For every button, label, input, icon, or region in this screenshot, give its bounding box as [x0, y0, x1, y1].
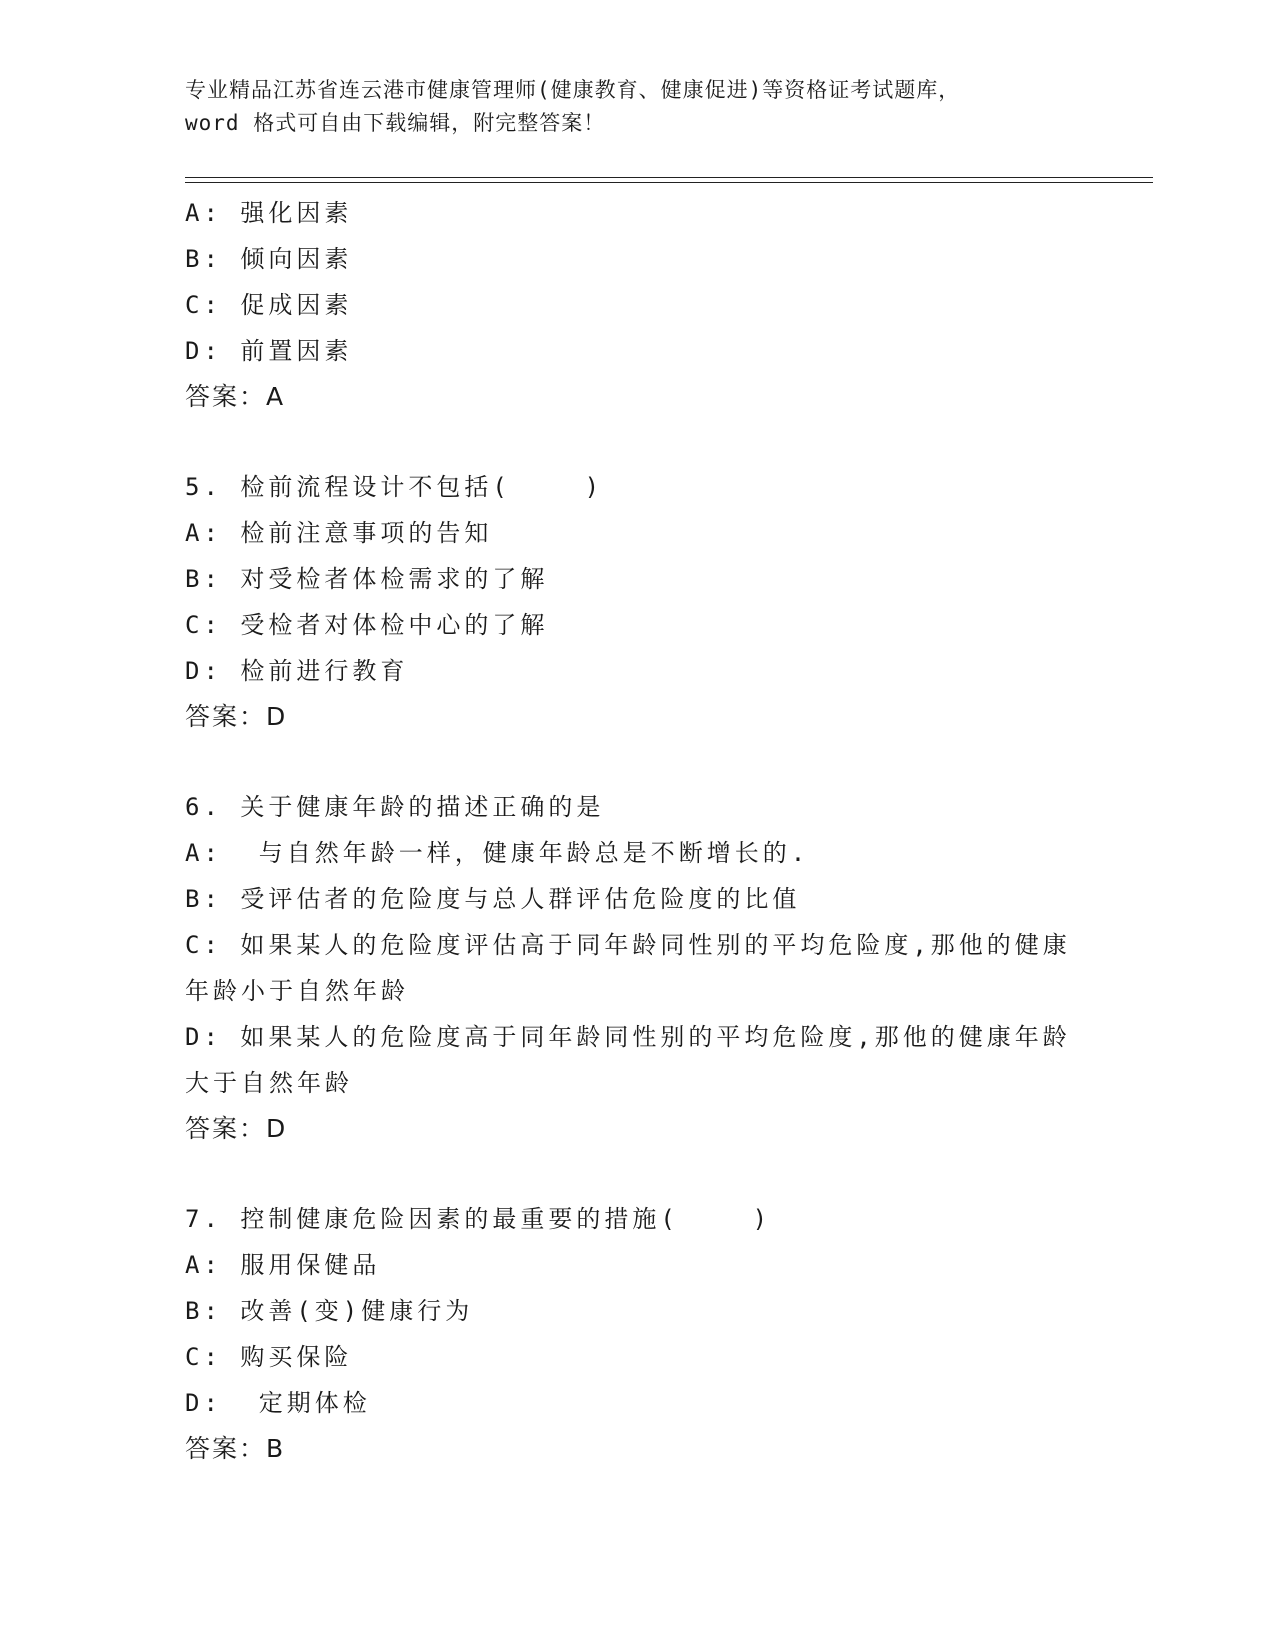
- header-line-2: word 格式可自由下载编辑，附完整答案！: [185, 111, 606, 135]
- header-divider-bottom: [185, 182, 1153, 183]
- option-a: A: 强化因素: [185, 199, 353, 227]
- option-b: B: 倾向因素: [185, 245, 353, 273]
- answer-label: 答案：A: [185, 382, 286, 411]
- option-c: C: 受检者对体检中心的了解: [185, 611, 549, 639]
- option-d: D: 如果某人的危险度高于同年龄同性别的平均危险度,那他的健康年龄大于自然年龄: [185, 1023, 1071, 1097]
- spacer: [185, 420, 1085, 464]
- question-block-7: [185, 1196, 1085, 1472]
- header-line-1: 专业精品江苏省连云港市健康管理师(健康教育、健康促进)等资格证考试题库，: [185, 78, 961, 102]
- question-text: 6. 关于健康年龄的描述正确的是: [185, 793, 605, 821]
- option-c: C: 促成因素: [185, 291, 353, 319]
- option-a: A: 与自然年龄一样，健康年龄总是不断增长的.: [185, 839, 810, 867]
- option-b: B: 对受检者体检需求的了解: [185, 565, 549, 593]
- answer-label: 答案：B: [185, 1434, 286, 1463]
- option-a: A: 检前注意事项的告知: [185, 519, 493, 547]
- option-a: A: 服用保健品: [185, 1251, 381, 1279]
- document-header: [185, 74, 1065, 140]
- option-b: B: 受评估者的危险度与总人群评估危险度的比值: [185, 885, 801, 913]
- option-b: B: 改善(变)健康行为: [185, 1297, 474, 1325]
- answer-label: 答案：D: [185, 702, 288, 731]
- answer-label: 答案：D: [185, 1114, 288, 1143]
- spacer: [185, 1152, 1085, 1196]
- option-d: D: 检前进行教育: [185, 657, 409, 685]
- question-block-6: [185, 784, 1085, 1152]
- option-d: D: 定期体检: [185, 1389, 371, 1417]
- option-c: C: 购买保险: [185, 1343, 353, 1371]
- option-c: C: 如果某人的危险度评估高于同年龄同性别的平均危险度,那他的健康年龄小于自然年龄: [185, 931, 1071, 1005]
- question-block-5: [185, 464, 1085, 740]
- question-text: 5. 检前流程设计不包括( ): [185, 473, 604, 501]
- header-divider-top: [185, 177, 1153, 178]
- question-text: 7. 控制健康危险因素的最重要的措施( ): [185, 1205, 772, 1233]
- option-d: D: 前置因素: [185, 337, 353, 365]
- question-list: [185, 190, 1085, 1472]
- spacer: [185, 740, 1085, 784]
- question-block-4: [185, 190, 1085, 420]
